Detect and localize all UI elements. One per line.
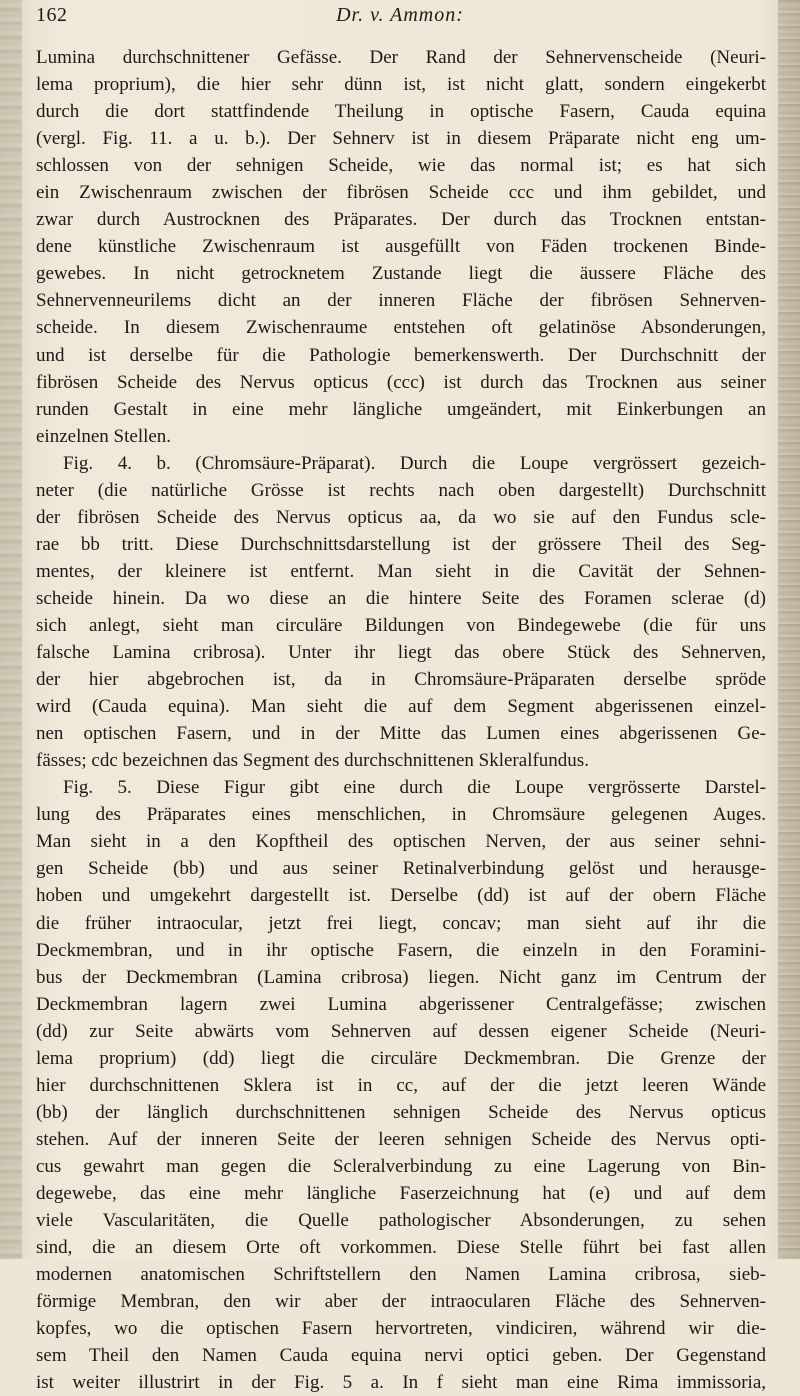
page-number: 162 [36,4,68,26]
text-line: cus gewahrt man gegen die Scleralverbindung zu eine Lagerung von Bin- [36,1155,766,1177]
text-line: gen Scheide (bb) und aus seiner Retinalverbindung gelöst und herausge- [36,858,766,880]
text-line: bus der Deckmembran (Lamina cribrosa) liegen. Nicht ganz im Centrum der [36,966,766,988]
paragraph-end-line: fässes; cdc bezeichnen das Segment des durchschnittenen Skleralfundus. [36,750,589,772]
running-head: Dr. v. Ammon: [336,4,464,26]
text-line: wird (Cauda equina). Man sieht die auf dem Segment abgerissenen einzel- [36,696,766,718]
paragraph-first-line: Fig. 4. b. (Chromsäure-Präparat). Durch die Loupe vergrössert gezeich- [63,452,766,474]
text-line: Sehnervenneurilems dicht an der inneren Fläche der fibrösen Sehnerven- [36,290,766,312]
text-line: mentes, der kleinere ist entfernt. Man sieht in die Cavität der Sehnen- [36,560,766,582]
text-line: (dd) zur Seite abwärts vom Sehnerven auf dessen eigener Scheide (Neuri- [36,1020,766,1042]
text-line: nen optischen Fasern, und in der Mitte das Lumen eines abgerissenen Ge- [36,723,766,745]
text-line: der fibrösen Scheide des Nervus opticus aa, da wo sie auf den Fundus scle- [36,506,766,528]
text-line: rae bb tritt. Diese Durchschnittsdarstellung ist der grössere Theil des Seg- [36,533,766,555]
text-line: modernen anatomischen Schriftstellern den Namen Lamina cribrosa, sieb- [36,1264,766,1286]
text-line: falsche Lamina cribrosa). Unter ihr liegt das obere Stück des Sehnerven, [36,642,766,664]
text-line: viele Vascularitäten, die Quelle pathologischer Absonderungen, zu sehen [36,1210,766,1232]
text-line: lema proprium), die hier sehr dünn ist, ist nicht glatt, sondern eingekerbt [36,74,766,96]
text-line: Man sieht in a den Kopftheil des optischen Nerven, der aus seiner sehni- [36,831,766,853]
text-line: der hier abgebrochen ist, da in Chromsäure-Präparaten derselbe spröde [36,669,766,691]
text-line: durch die dort stattfindende Theilung in optische Fasern, Cauda equina [36,101,766,123]
text-line: scheide. In diesem Zwischenraume entstehen oft gelatinöse Absonderungen, [36,317,766,339]
text-line: (bb) der länglich durchschnittenen sehnigen Scheide des Nervus opticus [36,1101,766,1123]
text-line: hier durchschnittenen Sklera ist in cc, auf der die jetzt leeren Wände [36,1074,766,1096]
paragraph-first-line: Fig. 5. Diese Figur gibt eine durch die Loupe vergrösserte Darstel- [63,777,766,799]
text-line: kopfes, wo die optischen Fasern hervortreten, vindiciren, während wir die- [36,1318,766,1340]
text-line: Lumina durchschnittener Gefässe. Der Rand der Sehnervenscheide (Neuri- [36,47,766,68]
page-edge-shadow [778,0,800,1259]
text-line: lema proprium) (dd) liegt die circuläre Deckmembran. Die Grenze der [36,1047,766,1069]
text-line: zwar durch Austrocknen des Präparates. Der durch das Trocknen entstan- [36,209,766,231]
text-line: die früher intraocular, jetzt frei liegt, concav; man sieht auf ihr die [36,912,766,934]
text-line: Deckmembran lagern zwei Lumina abgerissener Centralgefässe; zwischen [36,993,766,1015]
text-line: sem Theil den Namen Cauda equina nervi optici geben. Der Gegenstand [36,1345,766,1367]
text-line: sind, die an diesem Orte oft vorkommen. Diese Stelle führt bei fast allen [36,1237,766,1259]
text-line: lung des Präparates eines menschlichen, in Chromsäure gelegenen Auges. [36,804,766,826]
page-header [0,0,800,40]
text-line: scheide hinein. Da wo diese an die hintere Seite des Foramen sclerae (d) [36,587,766,609]
text-line: sich anlegt, sieht man circuläre Bildungen von Bindegewebe (die für uns [36,614,766,636]
text-line: schlossen von der sehnigen Scheide, wie das normal ist; es hat sich [36,155,766,177]
text-line: und ist derselbe für die Pathologie bemerkenswerth. Der Durchschnitt der [36,344,766,366]
text-line: degewebe, das eine mehr längliche Faserzeichnung hat (e) und auf dem [36,1182,766,1204]
text-line: runden Gestalt in eine mehr längliche umgeändert, mit Einkerbungen an [36,398,766,420]
text-line: Deckmembran, und in ihr optische Fasern, die einzeln in den Foramini- [36,939,766,961]
text-line: stehen. Auf der inneren Seite der leeren sehnigen Scheide des Nervus opti- [36,1128,766,1150]
page-gutter-shadow [0,0,22,1259]
text-line: ist weiter illustrirt in der Fig. 5 a. In f sieht man eine Rima immissoria, [36,1372,766,1394]
text-line: hoben und umgekehrt dargestellt ist. Derselbe (dd) ist auf der obern Fläche [36,885,766,907]
text-line: förmige Membran, den wir aber der intraocularen Fläche des Sehnerven- [36,1291,766,1313]
text-line: dene künstliche Zwischenraum ist ausgefüllt von Fäden trockenen Binde- [36,236,766,258]
text-line: gewebes. In nicht getrocknetem Zustande liegt die äussere Fläche des [36,263,766,285]
text-line: ein Zwischenraum zwischen der fibrösen Scheide ccc und ihm gebildet, und [36,182,766,204]
text-line: neter (die natürliche Grösse ist rechts nach oben dargestellt) Durchschnitt [36,479,766,501]
text-line: (vergl. Fig. 11. a u. b.). Der Sehnerv ist in diesem Präparate nicht eng um- [36,128,766,150]
text-line: fibrösen Scheide des Nervus opticus (ccc) ist durch das Trocknen aus seiner [36,371,766,393]
body-text [36,44,766,1396]
paragraph-end-line: einzelnen Stellen. [36,425,172,447]
